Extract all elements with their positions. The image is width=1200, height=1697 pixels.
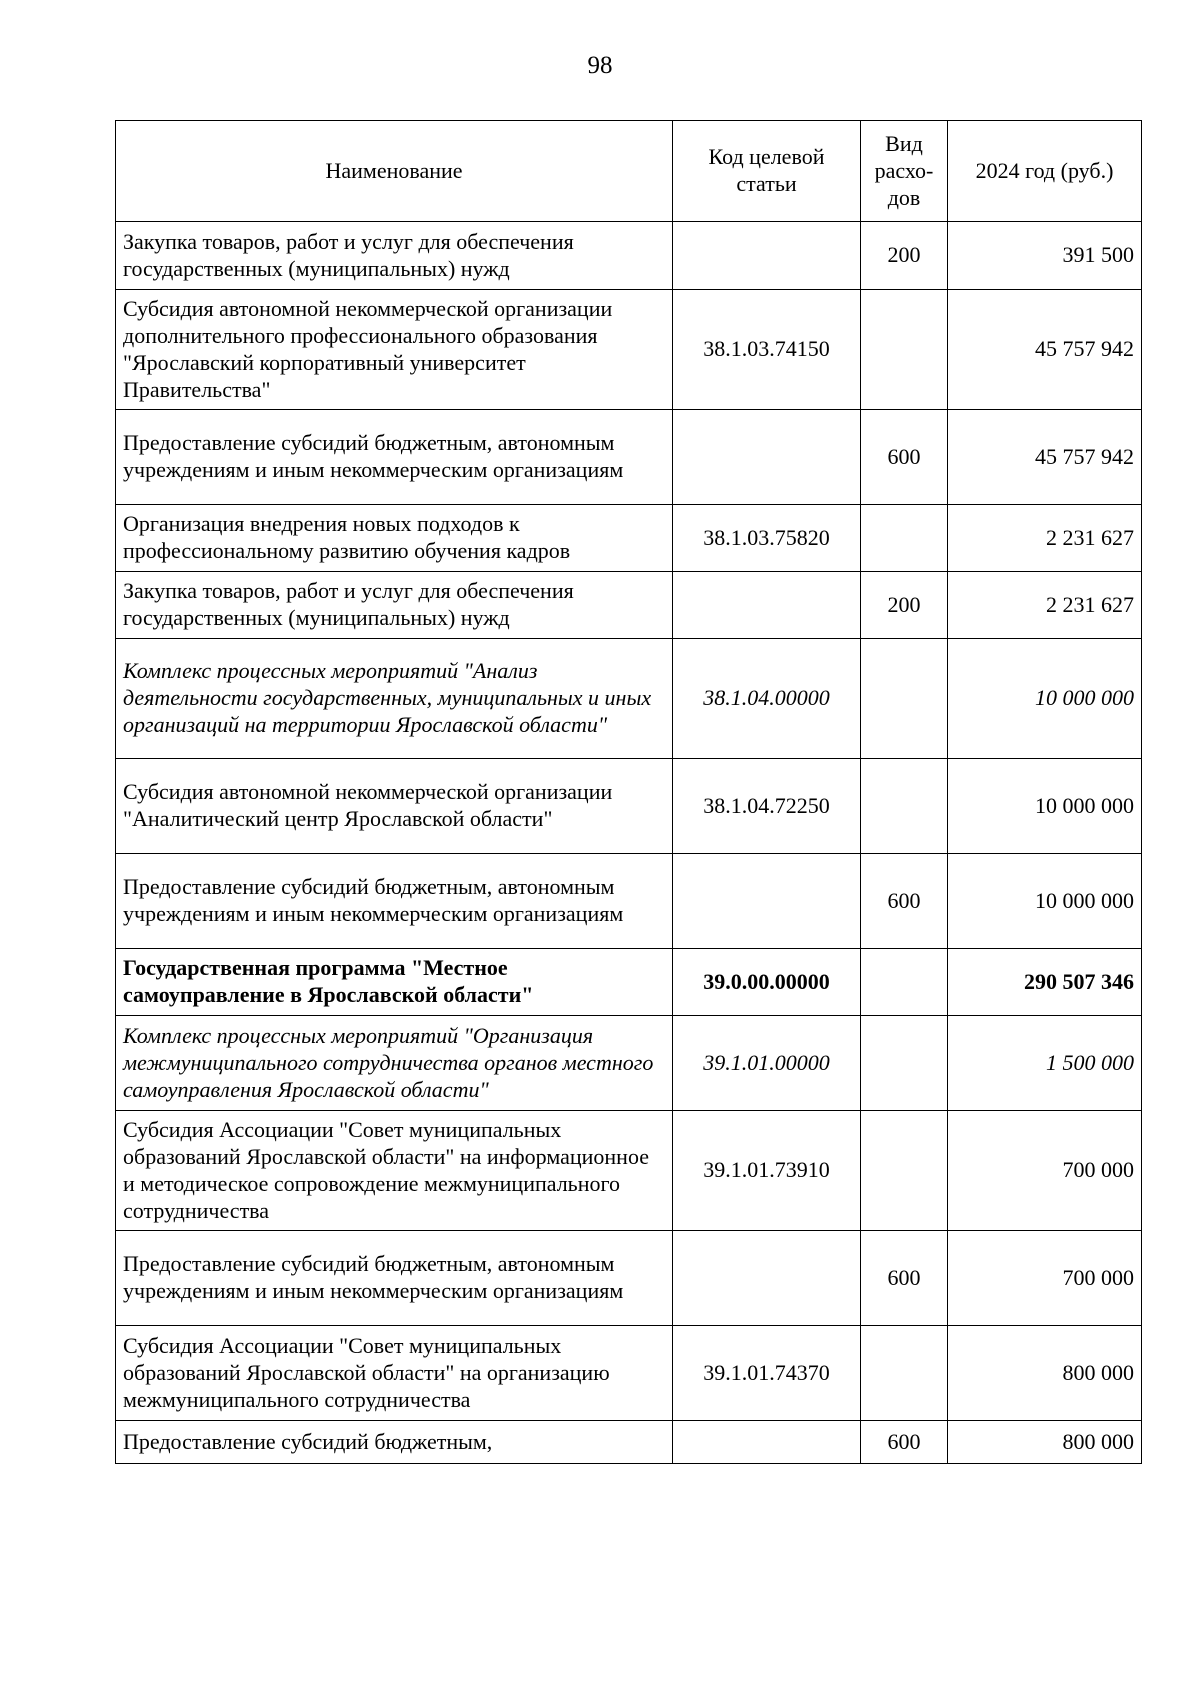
header-kind: Вид расхо-дов <box>861 121 948 222</box>
row-name-cell: Государственная программа "Местное самоуправление в Ярославской области" <box>116 949 673 1016</box>
row-name-cell: Субсидия автономной некоммерческой организации "Аналитический центр Ярославской области" <box>116 759 673 854</box>
row-kind-cell <box>861 505 948 572</box>
table-row <box>116 572 1142 639</box>
row-amount-cell: 45 757 942 <box>948 290 1142 410</box>
row-code-cell <box>673 1421 861 1464</box>
row-kind-cell: 600 <box>861 1231 948 1326</box>
row-name-cell: Комплекс процессных мероприятий "Анализ деятельности государственных, муниципальных и иных организаций на территории Ярославской области" <box>116 639 673 759</box>
row-name-cell: Субсидия Ассоциации "Совет муниципальных образований Ярославской области" на информационное и методическое сопровождение межмуниципального сотрудничества <box>116 1111 673 1231</box>
header-amount: 2024 год (руб.) <box>948 121 1142 222</box>
row-amount-cell: 391 500 <box>948 222 1142 290</box>
row-kind-cell: 600 <box>861 854 948 949</box>
row-amount-cell: 10 000 000 <box>948 759 1142 854</box>
row-code-cell <box>673 854 861 949</box>
table-header-row <box>116 121 1142 222</box>
row-name-cell: Закупка товаров, работ и услуг для обеспечения государственных (муниципальных) нужд <box>116 572 673 639</box>
row-name-cell: Комплекс процессных мероприятий "Организация межмуниципального сотрудничества органов местного самоуправления Ярославской области" <box>116 1016 673 1111</box>
row-amount-cell: 800 000 <box>948 1326 1142 1421</box>
row-code-cell: 38.1.03.75820 <box>673 505 861 572</box>
row-amount-cell: 290 507 346 <box>948 949 1142 1016</box>
row-name-cell: Субсидия Ассоциации "Совет муниципальных образований Ярославской области" на организацию межмуниципального сотрудничества <box>116 1326 673 1421</box>
row-code-cell <box>673 572 861 639</box>
table-row <box>116 222 1142 290</box>
row-name-cell: Предоставление субсидий бюджетным, автономным учреждениям и иным некоммерческим организациям <box>116 854 673 949</box>
row-code-cell: 39.1.01.00000 <box>673 1016 861 1111</box>
row-code-cell <box>673 222 861 290</box>
table-row <box>116 759 1142 854</box>
table-row <box>116 505 1142 572</box>
header-name: Наименование <box>116 121 673 222</box>
table-row <box>116 410 1142 505</box>
row-amount-cell: 1 500 000 <box>948 1016 1142 1111</box>
row-kind-cell <box>861 290 948 410</box>
table-row <box>116 1231 1142 1326</box>
row-code-cell: 38.1.04.72250 <box>673 759 861 854</box>
row-amount-cell: 10 000 000 <box>948 854 1142 949</box>
row-kind-cell: 200 <box>861 572 948 639</box>
table-row <box>116 854 1142 949</box>
table-row <box>116 949 1142 1016</box>
row-code-cell: 39.1.01.73910 <box>673 1111 861 1231</box>
table-body <box>116 222 1142 1464</box>
row-code-cell <box>673 1231 861 1326</box>
row-kind-cell: 600 <box>861 1421 948 1464</box>
row-code-cell: 39.1.01.74370 <box>673 1326 861 1421</box>
row-amount-cell: 45 757 942 <box>948 410 1142 505</box>
row-code-cell: 38.1.03.74150 <box>673 290 861 410</box>
row-code-cell: 38.1.04.00000 <box>673 639 861 759</box>
row-kind-cell: 200 <box>861 222 948 290</box>
row-name-cell: Предоставление субсидий бюджетным, автономным учреждениям и иным некоммерческим организациям <box>116 1231 673 1326</box>
table-row <box>116 1326 1142 1421</box>
page-number: 98 <box>587 52 613 79</box>
row-kind-cell <box>861 639 948 759</box>
table-row <box>116 1016 1142 1111</box>
row-kind-cell <box>861 1111 948 1231</box>
row-name-cell: Субсидия автономной некоммерческой организации дополнительного профессионального образования "Ярославский корпоративный университет Правительства" <box>116 290 673 410</box>
row-amount-cell: 800 000 <box>948 1421 1142 1464</box>
row-code-cell <box>673 410 861 505</box>
row-kind-cell <box>861 949 948 1016</box>
row-amount-cell: 2 231 627 <box>948 505 1142 572</box>
row-amount-cell: 700 000 <box>948 1111 1142 1231</box>
table-row <box>116 290 1142 410</box>
row-code-cell: 39.0.00.00000 <box>673 949 861 1016</box>
budget-table <box>115 120 1142 1464</box>
table-row <box>116 1111 1142 1231</box>
row-amount-cell: 700 000 <box>948 1231 1142 1326</box>
row-name-cell: Закупка товаров, работ и услуг для обеспечения государственных (муниципальных) нужд <box>116 222 673 290</box>
row-amount-cell: 10 000 000 <box>948 639 1142 759</box>
row-kind-cell <box>861 1016 948 1111</box>
header-code: Код целевой статьи <box>673 121 861 222</box>
row-kind-cell <box>861 759 948 854</box>
row-name-cell: Предоставление субсидий бюджетным, автономным учреждениям и иным некоммерческим организациям <box>116 410 673 505</box>
row-name-cell: Предоставление субсидий бюджетным, <box>116 1421 673 1464</box>
row-kind-cell: 600 <box>861 410 948 505</box>
table-row <box>116 1421 1142 1464</box>
row-amount-cell: 2 231 627 <box>948 572 1142 639</box>
row-kind-cell <box>861 1326 948 1421</box>
row-name-cell: Организация внедрения новых подходов к профессиональному развитию обучения кадров <box>116 505 673 572</box>
table-row <box>116 639 1142 759</box>
